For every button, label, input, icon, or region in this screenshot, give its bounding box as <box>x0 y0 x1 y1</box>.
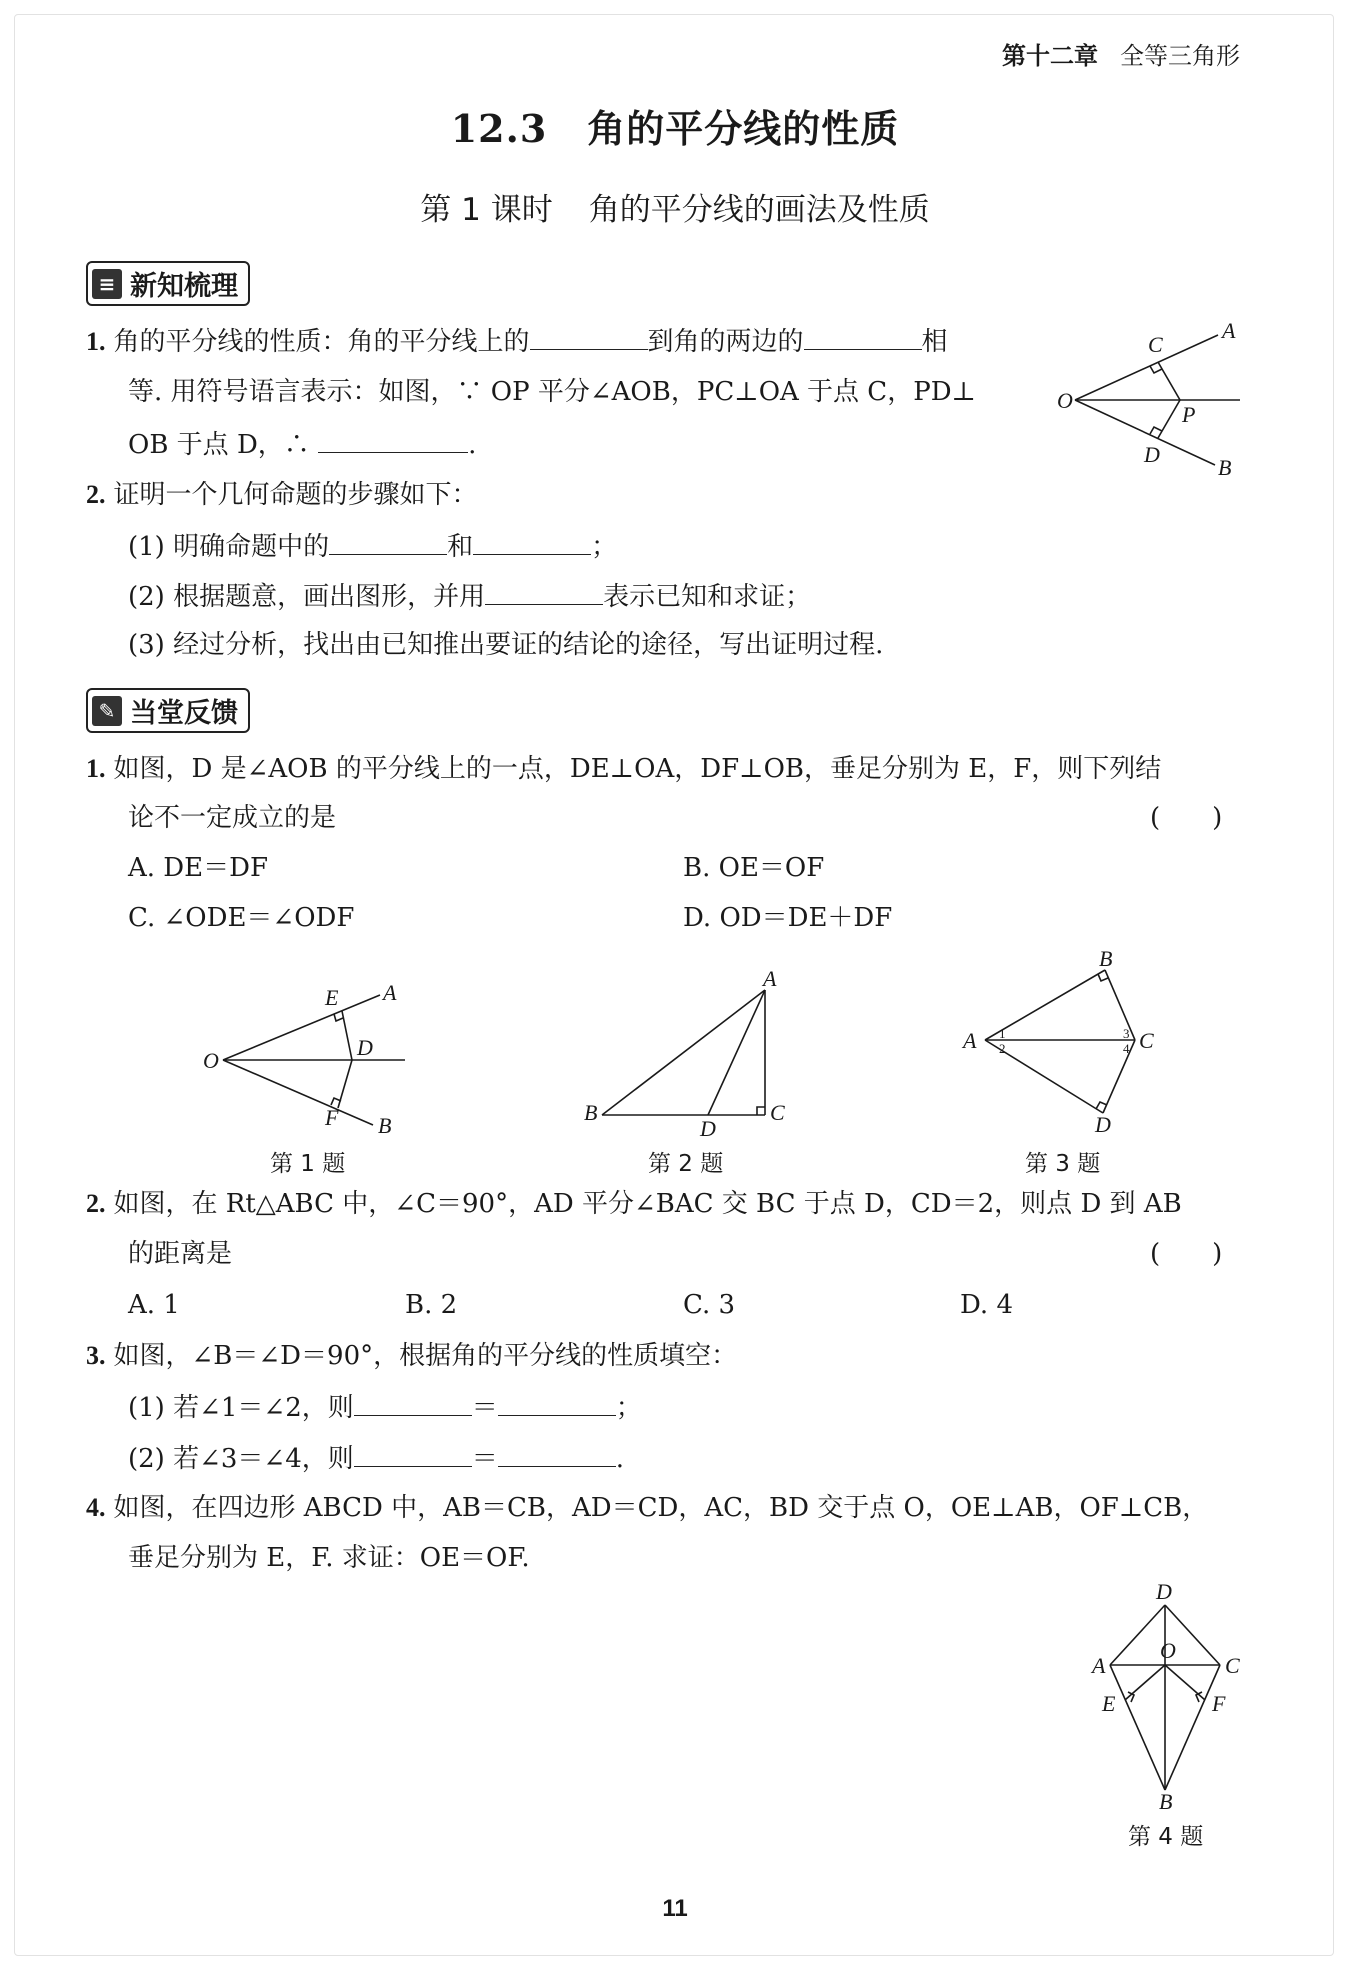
label-a: A <box>1092 1653 1106 1678</box>
figure-angle-bisector-top <box>1040 310 1250 490</box>
text: 和 <box>447 532 474 562</box>
s1-q2-step3: (3) 经过分析，找出由已知推出要证的结论的途径，写出证明过程. <box>128 630 884 660</box>
s1-q1-line2: 等. 用符号语言表示：如图，∵ OP 平分∠AOB，PC⊥OA 于点 C，PD⊥ <box>128 377 976 407</box>
s2-q1-option-c[interactable]: C. ∠ODE＝∠ODF <box>128 903 355 933</box>
section-title <box>0 98 1350 153</box>
s2-q3-step1 <box>128 1389 642 1425</box>
text: OB 于点 D，∴ <box>128 430 310 460</box>
s2-q2-option-b[interactable]: B. 2 <box>405 1290 458 1320</box>
answer-blank[interactable] <box>354 1440 472 1467</box>
figure-2 <box>580 970 800 1145</box>
label-b: B <box>1218 455 1232 480</box>
label-f: F <box>1212 1691 1226 1716</box>
ray-oa <box>1075 335 1218 400</box>
answer-blank[interactable] <box>354 1389 472 1416</box>
ray-ob <box>223 1060 373 1125</box>
book-icon: ≡ <box>92 269 122 299</box>
segment-de <box>342 1011 352 1060</box>
s2-q1-option-b[interactable]: B. OE＝OF <box>683 853 825 883</box>
answer-blank[interactable] <box>498 1440 616 1467</box>
pencil-icon: ✎ <box>92 696 122 726</box>
s1-q2-step1 <box>128 528 617 564</box>
label-d: D <box>1156 1580 1172 1604</box>
right-angle-mark <box>334 1014 343 1021</box>
question-number: 2. <box>86 480 106 509</box>
s2-q3-intro <box>86 1339 737 1373</box>
segment-ab <box>602 990 765 1115</box>
section-number: 12.3 <box>450 106 548 151</box>
answer-blank[interactable] <box>804 323 922 350</box>
segment-cb <box>1165 1665 1220 1790</box>
figure-3-caption: 第 3 题 <box>1025 1151 1101 1177</box>
text: ； <box>615 1393 642 1423</box>
label-d: D <box>700 1116 716 1141</box>
s2-q2-option-a[interactable]: A. 1 <box>128 1290 180 1320</box>
label-a: A <box>383 980 397 1005</box>
figure-4-caption: 第 4 题 <box>1128 1824 1204 1850</box>
label-c: C <box>1225 1653 1240 1678</box>
answer-paren[interactable]: ( ) <box>1150 1239 1223 1269</box>
question-number: 4. <box>86 1493 106 1522</box>
label-b: B <box>584 1100 598 1125</box>
chapter-number: 第十二章 <box>1002 42 1098 70</box>
label-e: E <box>1102 1691 1116 1716</box>
lesson-title-text: 角的平分线的画法及性质 <box>588 192 930 228</box>
figure-1 <box>195 975 425 1145</box>
text: 如图，D 是∠AOB 的平分线上的一点，DE⊥OA，DF⊥OB，垂足分别为 E，F，则下列结 <box>113 754 1162 784</box>
segment-cd <box>1103 1040 1135 1113</box>
label-o: O <box>1160 1638 1176 1663</box>
label-a: A <box>963 1028 977 1053</box>
figure-3 <box>955 950 1175 1140</box>
label-b: B <box>1159 1789 1173 1810</box>
section-label-text: 当堂反馈 <box>130 698 238 729</box>
s2-q2-line1 <box>86 1187 1182 1221</box>
label-b: B <box>378 1113 392 1138</box>
label-d: D <box>357 1035 373 1060</box>
label-o: O <box>1057 388 1073 413</box>
label-f: F <box>325 1105 339 1130</box>
segment-ad <box>708 990 765 1115</box>
section-title-text: 角的平分线的性质 <box>587 107 900 151</box>
answer-blank[interactable] <box>318 426 468 453</box>
label-angle-2: 2 <box>999 1041 1006 1056</box>
label-c: C <box>770 1100 785 1125</box>
answer-blank[interactable] <box>485 578 603 605</box>
s2-q1-line2: 论不一定成立的是 <box>128 803 337 833</box>
text: 证明一个几何命题的步骤如下： <box>113 480 478 510</box>
answer-paren[interactable]: ( ) <box>1150 803 1223 833</box>
segment-pc <box>1158 362 1180 400</box>
s2-q1-option-d[interactable]: D. OD＝DE＋DF <box>683 903 893 933</box>
figure-2-caption: 第 2 题 <box>648 1151 724 1177</box>
label-d: D <box>1095 1112 1111 1137</box>
label-angle-1: 1 <box>999 1026 1006 1041</box>
question-number: 2. <box>86 1189 106 1218</box>
question-number: 1. <box>86 327 106 356</box>
segment-da <box>1110 1605 1165 1665</box>
label-angle-4: 4 <box>1123 1041 1130 1056</box>
text: . <box>615 1444 625 1474</box>
text: 如图，在 Rt△ABC 中，∠C＝90°，AD 平分∠BAC 交 BC 于点 D，CD＝2，则点 D 到 AB <box>113 1189 1182 1219</box>
segment-of <box>1165 1665 1205 1700</box>
label-o: O <box>203 1048 219 1073</box>
segment-pd <box>1158 400 1180 438</box>
label-p: P <box>1182 402 1196 427</box>
text: ； <box>591 532 618 562</box>
s1-q2-step2 <box>128 578 811 614</box>
s2-q2-line2: 的距离是 <box>128 1239 233 1269</box>
text: (2) 根据题意，画出图形，并用 <box>128 582 486 612</box>
text: (1) 明确命题中的 <box>128 532 330 562</box>
label-b: B <box>1099 950 1113 971</box>
figure-1-caption: 第 1 题 <box>270 1151 346 1177</box>
text: 到角的两边的 <box>647 327 804 357</box>
chapter-header <box>1002 36 1240 71</box>
lesson-title <box>0 184 1350 229</box>
answer-blank[interactable] <box>329 528 447 555</box>
segment-bc <box>1105 970 1135 1040</box>
s2-q2-option-d[interactable]: D. 4 <box>960 1290 1013 1320</box>
text: (1) 若∠1＝∠2，则 <box>128 1393 354 1423</box>
answer-blank[interactable] <box>498 1389 616 1416</box>
right-angle-mark <box>757 1107 765 1115</box>
segment-ab <box>1110 1665 1165 1790</box>
text: 角的平分线的性质：角的平分线上的 <box>113 327 530 357</box>
answer-blank[interactable] <box>473 528 591 555</box>
text: . <box>468 430 477 460</box>
s2-q1-option-a[interactable]: A. DE＝DF <box>128 853 269 883</box>
s1-q1-line1 <box>86 323 948 359</box>
s2-q2-option-c[interactable]: C. 3 <box>683 1290 736 1320</box>
section-label-new-knowledge <box>86 261 250 306</box>
s1-q2-intro <box>86 478 478 512</box>
text: 如图，在四边形 ABCD 中，AB＝CB，AD＝CD，AC，BD 交于点 O，OE⊥AB，OF⊥CB， <box>113 1493 1209 1523</box>
lesson-number: 第 1 课时 <box>420 192 553 228</box>
label-c: C <box>1148 332 1163 357</box>
s1-q1-line3 <box>128 426 476 462</box>
page-number: 11 <box>662 1895 688 1922</box>
question-number: 1. <box>86 754 106 783</box>
section-label-class-feedback <box>86 688 250 733</box>
label-a: A <box>763 970 777 991</box>
text: ＝ <box>471 1444 498 1474</box>
s2-q4-line2: 垂足分别为 E，F. 求证：OE＝OF. <box>128 1543 530 1573</box>
label-angle-3: 3 <box>1123 1026 1130 1041</box>
s2-q1-line1 <box>86 752 1161 786</box>
s2-q3-step2 <box>128 1440 624 1476</box>
label-e: E <box>325 985 339 1010</box>
answer-blank[interactable] <box>530 323 648 350</box>
text: 相 <box>921 327 948 357</box>
s2-q4-line1 <box>86 1491 1208 1525</box>
text: (2) 若∠3＝∠4，则 <box>128 1444 354 1474</box>
label-d: D <box>1144 442 1160 467</box>
label-c: C <box>1139 1028 1154 1053</box>
text: ＝ <box>471 1393 498 1423</box>
question-number: 3. <box>86 1341 106 1370</box>
text: 表示已知和求证； <box>603 582 812 612</box>
label-a: A <box>1222 318 1236 343</box>
section-label-text: 新知梳理 <box>130 271 238 302</box>
segment-oe <box>1125 1665 1165 1700</box>
figure-4 <box>1080 1580 1260 1810</box>
chapter-title: 全等三角形 <box>1120 42 1240 70</box>
text: 如图，∠B＝∠D＝90°，根据角的平分线的性质填空： <box>113 1341 738 1371</box>
